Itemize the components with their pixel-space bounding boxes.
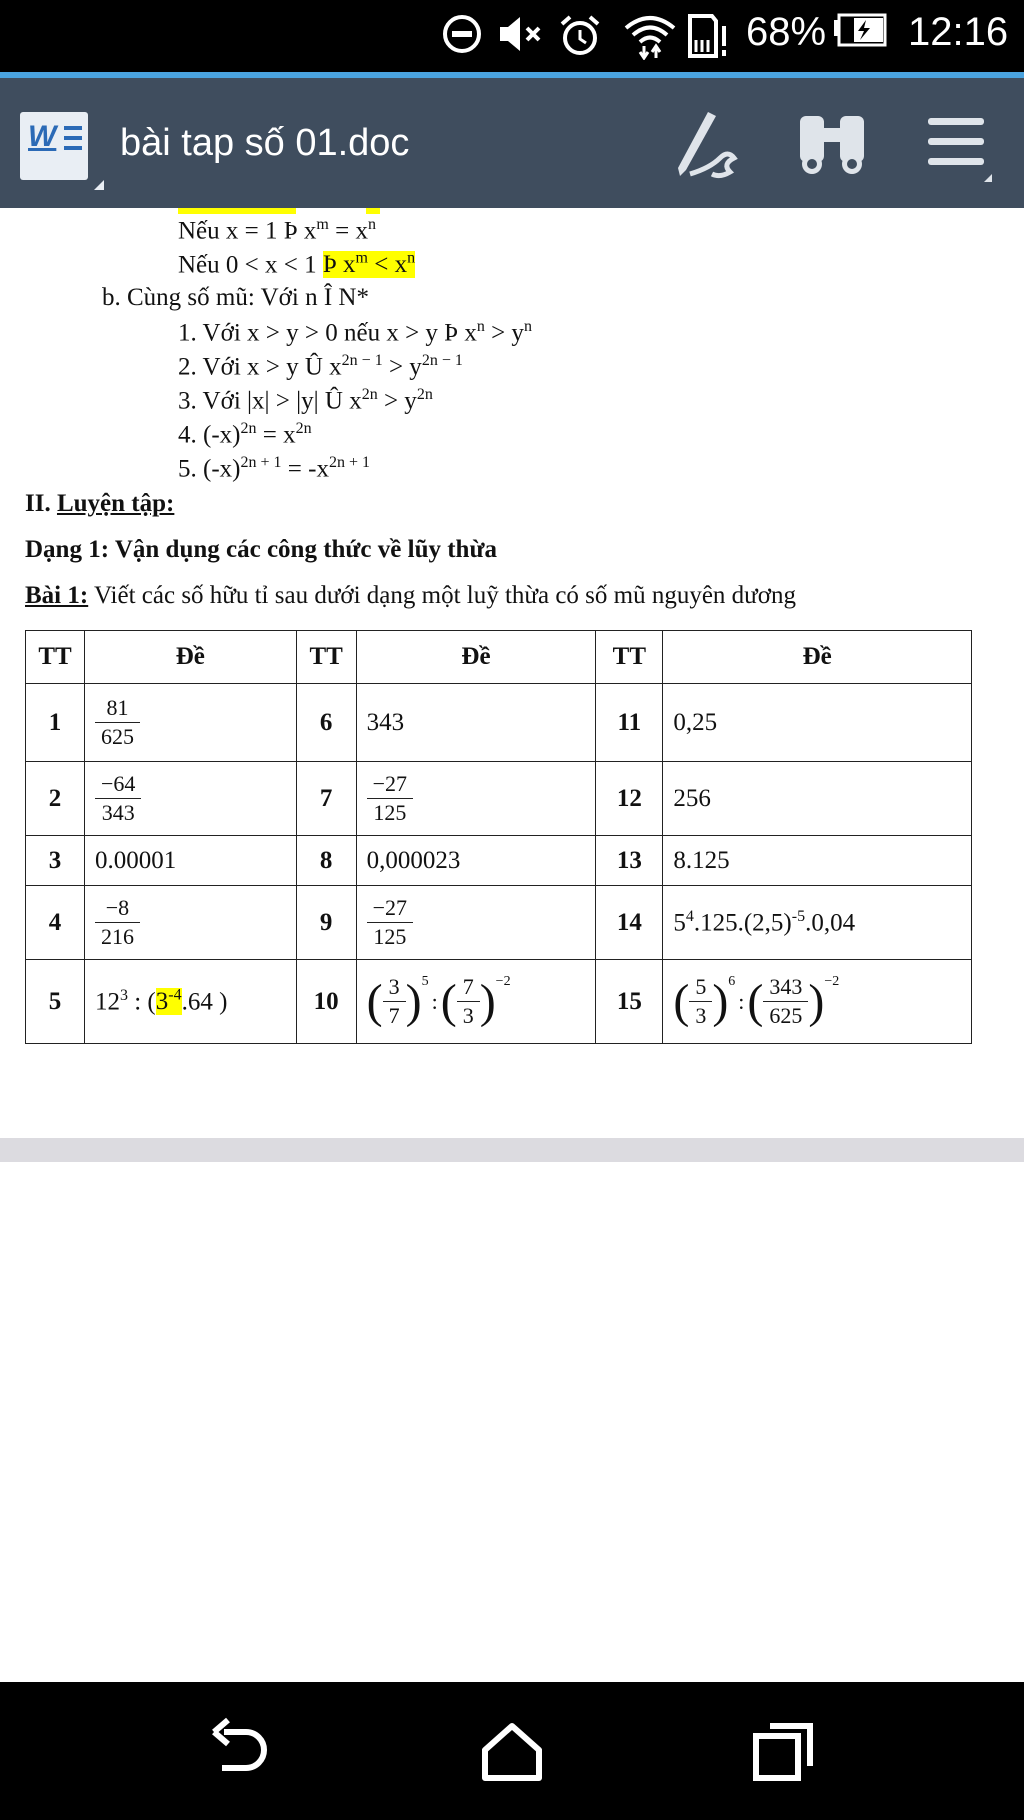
exercise-cell: $\frac{-27}{125}$ [356,762,596,836]
ink-pen-icon[interactable] [660,102,744,186]
row-number: 4 [26,886,85,960]
wifi-icon [622,12,678,60]
navigation-bar [0,1682,1024,1820]
table-row [26,684,972,762]
clock: 12:16 [908,10,1009,54]
document-page[interactable] [0,208,1024,1138]
exercise-cell: $12^3$ : ($3^{-4}.64$ ) [84,960,296,1044]
mute-icon [496,12,546,56]
header-de: Đề [84,631,296,684]
text-line: Nếu x = 1 Þ $x^m = x^n$ [178,216,376,245]
table-row [26,960,972,1044]
exercise-cell: $5^4.125.(2,5)^{-5}.0,04$ [663,886,972,960]
page-divider [0,1138,1024,1162]
header-de: Đề [663,631,972,684]
row-number: 7 [296,762,356,836]
table-row [26,886,972,960]
back-icon[interactable] [200,1712,278,1790]
table-row [26,836,972,886]
text-line: Nếu 0 < x < 1 Þ $x^m < x^n$ [178,250,416,279]
exercise-cell: 256 [663,762,972,836]
row-number: 5 [26,960,85,1044]
row-number: 1 [26,684,85,762]
row-number: 13 [596,836,663,886]
row-number: 3 [26,836,85,886]
binoculars-find-icon[interactable] [790,102,874,186]
sd-card-alert-icon [686,12,730,60]
header-tt: TT [26,631,85,684]
document-title[interactable]: bài tap số 01.doc [120,122,410,164]
text-line: 2. Với x > y Û $x^{2n - 1} > y^{2n - 1}$ [178,352,463,381]
text-line: 5. $(-x)^{2n + 1} = -x^{2n + 1}$ [178,454,370,483]
header-tt: TT [296,631,356,684]
exercise-cell: $\frac{-27}{125}$ [356,886,596,960]
row-number: 8 [296,836,356,886]
home-icon[interactable] [473,1712,551,1790]
row-number: 6 [296,684,356,762]
exercise-cell: $\frac{81}{625}$ [84,684,296,762]
exercise-cell: 0,000023 [356,836,596,886]
row-number: 10 [296,960,356,1044]
highlight-fragment [366,208,380,214]
table-row [26,762,972,836]
menu-icon[interactable] [916,102,1000,186]
status-bar [0,0,1024,72]
exercise-cell: 8.125 [663,836,972,886]
header-tt: TT [596,631,663,684]
exercise-cell: 0,25 [663,684,972,762]
exercise-cell: ( $\frac{5}{3}$ )6:( $\frac{343}{625}$ )−2 [663,960,972,1044]
word-icon[interactable]: W [20,112,88,180]
text-line: 4. $(-x)^{2n} = x^{2n}$ [178,420,312,449]
exercise-table [25,630,972,1044]
do-not-disturb-icon [440,12,484,56]
exercise-cell: $\frac{-64}{343}$ [84,762,296,836]
highlight-fragment [178,208,296,214]
text-line: 3. Với |x| > |y| Û $x^{2n} > y^{2n}$ [178,386,433,415]
row-number: 11 [596,684,663,762]
row-number: 14 [596,886,663,960]
row-number: 9 [296,886,356,960]
exercise-cell: $\frac{-8}{216}$ [84,886,296,960]
exercise-cell: 0.00001 [84,836,296,886]
row-number: 15 [596,960,663,1044]
battery-percent: 68% [746,10,827,54]
app-bar [0,72,1024,208]
text-line: 1. Với x > y > 0 nếu x > y Þ $x^n > y^n$ [178,318,532,347]
table-header-row [26,631,972,684]
section-heading: II. Luyện tập: [25,490,175,517]
row-number: 12 [596,762,663,836]
header-de: Đề [356,631,596,684]
exercise-cell: 343 [356,684,596,762]
alarm-icon [556,12,604,60]
row-number: 2 [26,762,85,836]
text-line: b. Cùng số mũ: Với n Î N* [102,284,369,311]
dang-heading: Dạng 1: Vận dụng các công thức về lũy thừa [25,536,497,563]
recents-icon[interactable] [746,1712,824,1790]
battery-charging-icon [832,12,888,56]
exercise-instruction: Bài 1: Viết các số hữu tỉ sau dưới dạng một luỹ thừa có số mũ nguyên dương [25,582,796,609]
exercise-cell: ( $\frac{3}{7}$ )5:( $\frac{7}{3}$ )−2 [356,960,596,1044]
